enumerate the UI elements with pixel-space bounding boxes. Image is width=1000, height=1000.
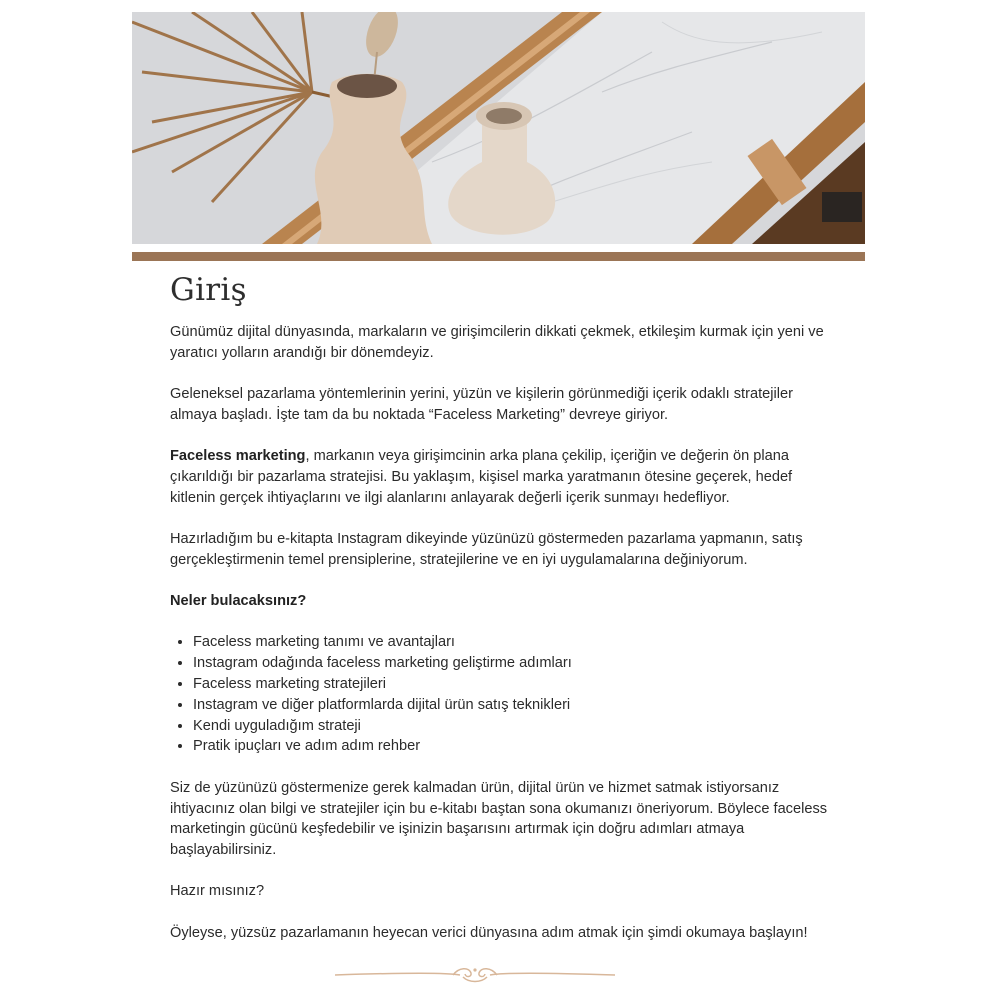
subheading-text: Neler bulacaksınız?	[170, 593, 307, 610]
faceless-marketing-term: Faceless marketing	[170, 448, 306, 465]
paragraph-2: Geleneksel pazarlama yöntemlerinin yerini, yüzün ve kişilerin görünmediği içerik odaklı stratejiler almaya başladı. İşte tam da bu noktada “Faceless Marketing” devreye giriyor.	[170, 386, 793, 423]
hero-photo-illustration	[132, 12, 865, 244]
list-item: • Instagram odağında faceless marketing geliştirme adımları	[193, 653, 830, 674]
ornament-divider-icon	[335, 964, 615, 986]
list-item: • Faceless marketing tanımı ve avantajları	[193, 632, 830, 653]
paragraph-3	[170, 446, 830, 508]
paragraph-1: Günümüz dijital dünyasında, markaların ve girişimcilerin dikkati çekmek, etkileşim kurmak için yeni ve yaratıcı yolların arandığı bir dönemdeyiz.	[170, 324, 824, 361]
subheading	[170, 591, 830, 612]
list-item: • Pratik ipuçları ve adım adım rehber	[193, 736, 830, 757]
list-item: • Kendi uyguladığım strateji	[193, 716, 830, 737]
list-item: • Instagram ve diğer platformlarda dijital ürün satış teknikleri	[193, 695, 830, 716]
paragraph-3-text: , markanın veya girişimcinin arka plana çekilip, içeriğin ve değerin ön plana çıkarıldığı bir pazarlama stratejisi. Bu yaklaşım, kişisel marka yaratmanın ötesine geçerek, hedef kitlenin gerçek ihtiyaçlarını ve ilgi alanlarını anlayarak değerli içerik sunmayı hedefliyor.	[170, 448, 793, 506]
paragraph-6: Hazır mısınız?	[170, 883, 265, 900]
paragraph-5: Siz de yüzünüzü göstermenize gerek kalmadan ürün, dijital ürün ve hizmet satmak istiyorsanız ihtiyacınız olan bilgi ve stratejiler için bu e-kitabı baştan sona okumanızı öneriyorum. Böylece faceless marketingin gücünü keşfedebilir ve işinizin başarısını artırmak için doğru adımları atmaya başlayabilirsiniz.	[170, 779, 828, 859]
paragraph-7: Öyleyse, yüzsüz pazarlamanın heyecan verici dünyasına adım atmak için şimdi okumaya başlayın!	[170, 924, 808, 941]
hero-image	[132, 12, 865, 244]
paragraph-4: Hazırladığım bu e-kitapta Instagram dikeyinde yüzünüzü göstermeden pazarlama yapmanın, satış gerçekleştirmenin temel prensiplerine, stratejilerine ve en iyi uygulamalarına değiniyorum.	[170, 531, 803, 568]
feature-list	[170, 632, 830, 757]
accent-bar	[132, 252, 865, 261]
page-title: Giriş	[170, 272, 247, 308]
article	[170, 272, 830, 964]
list-item: • Faceless marketing stratejileri	[193, 674, 830, 695]
